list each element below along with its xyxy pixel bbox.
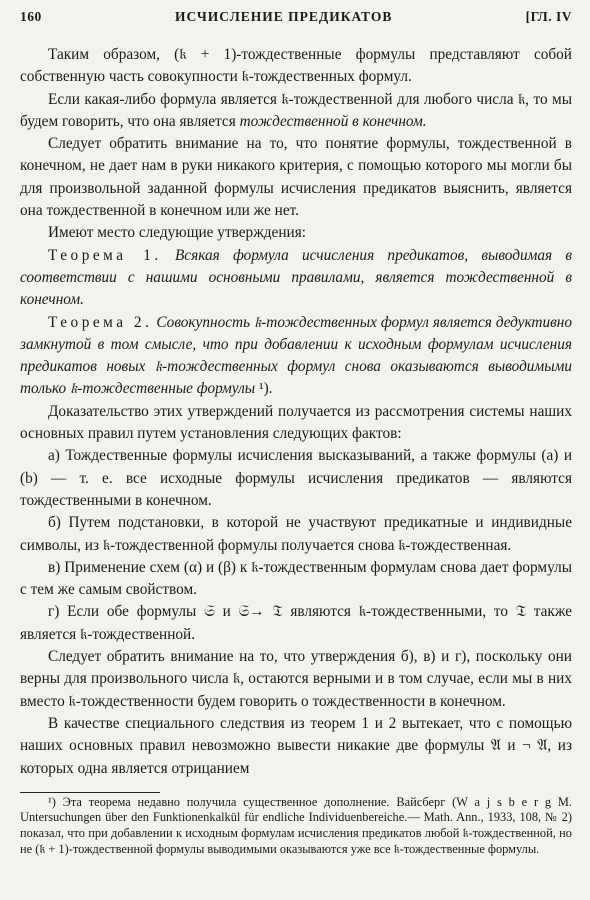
running-header (20, 6, 572, 28)
fact-c: в) Применение схем (α) и (β) к 𝔨-тождественным формулам снова дает формулы с тем же самым свойством. (20, 558, 572, 599)
paragraph: Доказательство этих утверждений получается из рассмотрения системы наших основных правил путем установления следующих фактов: (20, 402, 572, 443)
footnote-divider (20, 792, 160, 793)
paragraph: Таким образом, (𝔨 + 1)-тождественные формулы представляют собой собственную часть совокупности 𝔨-тождественных формул. (20, 46, 572, 86)
paragraph: Следует обратить внимание на то, что утверждения б), в) и г), поскольку они верны для произвольного числа 𝔨, остаются верными и в том случае, если мы в них вместо 𝔨-тождественности будем говорить о тождественности в конечном. (20, 648, 572, 710)
theorem-label: Теорема 1. (48, 246, 162, 264)
theorem-1 (20, 245, 572, 312)
main-text (20, 44, 572, 780)
paragraph-definition (20, 89, 572, 134)
theorem-2 (20, 312, 572, 401)
fact-a: а) Тождественные формулы исчисления высказываний, а также формулы (a) и (b) — т. е. все исходные формулы исчисления предикатов — являются тождественными в конечном. (20, 447, 572, 509)
chapter-marker: [ГЛ. IV (525, 9, 572, 24)
paragraph-text: Если какая-либо формула является 𝔨-тождественной для любого числа 𝔨, то мы будем говорить, что она является (20, 90, 572, 130)
defined-term: тождественной в конечном. (239, 112, 427, 130)
paragraph: Имеют место следующие утверждения: (48, 224, 307, 242)
footnote-ref: ¹). (259, 380, 273, 398)
theorem-statement: Совокупность 𝔨-тождественных формул является дедуктивно замкнутой в том смысле, что при добавлении к исходным формулам исчисления предикатов новых 𝔨-тождественных формул снова оказываются выводимыми только 𝔨-тождественные формулы (20, 313, 572, 398)
page-number: 160 (20, 9, 42, 24)
footnote (20, 795, 572, 857)
paragraph: В качестве специального следствия из теорем 1 и 2 вытекает, что с помощью наших основных правил невозможно вывести никакие две формулы 𝔄 и ¬ 𝔄, из которых одна является отрицанием (20, 714, 572, 777)
theorem-statement: Всякая формула исчисления предикатов, выводимая в соответствии с нашими основными правилами, является тождественной в конечном. (20, 246, 572, 309)
paragraph: Следует обратить внимание на то, что понятие формулы, тождественной в конечном, не дает нам в руки никакого критерия, с помощью которого мы могли бы для произвольной заданной формулы исчисления предикатов выяснить, является она тождественной в конечном или же нет. (20, 135, 572, 220)
theorem-label: Теорема 2. (48, 313, 153, 331)
footnote-text: ¹) Эта теорема недавно получила существенное дополнение. Вайсберг (W a j s b e r g M. Untersuchungen über den Funktionenkalkül für endliche Individuenbereiche.— Math. Ann., 1933, 108, № 2) показал, что при добавлении к исходным формулам исчисления предикатов любой 𝔨-тождественной, но не (𝔨 + 1)-тождественной формулы выводимыми оказываются уже все 𝔨-тождественные формулы. (20, 794, 572, 856)
fact-d: г) Если обе формулы 𝔖 и 𝔖→ 𝔗 являются 𝔨-тождественными, то 𝔗 также является 𝔨-тождественной. (20, 603, 572, 643)
running-title: ИСЧИСЛЕНИЕ ПРЕДИКАТОВ (174, 9, 393, 24)
fact-b: б) Путем подстановки, в которой не участвуют предикатные и индивидные символы, из 𝔨-тождественной формулы получается снова 𝔨-тождественная. (20, 514, 572, 554)
